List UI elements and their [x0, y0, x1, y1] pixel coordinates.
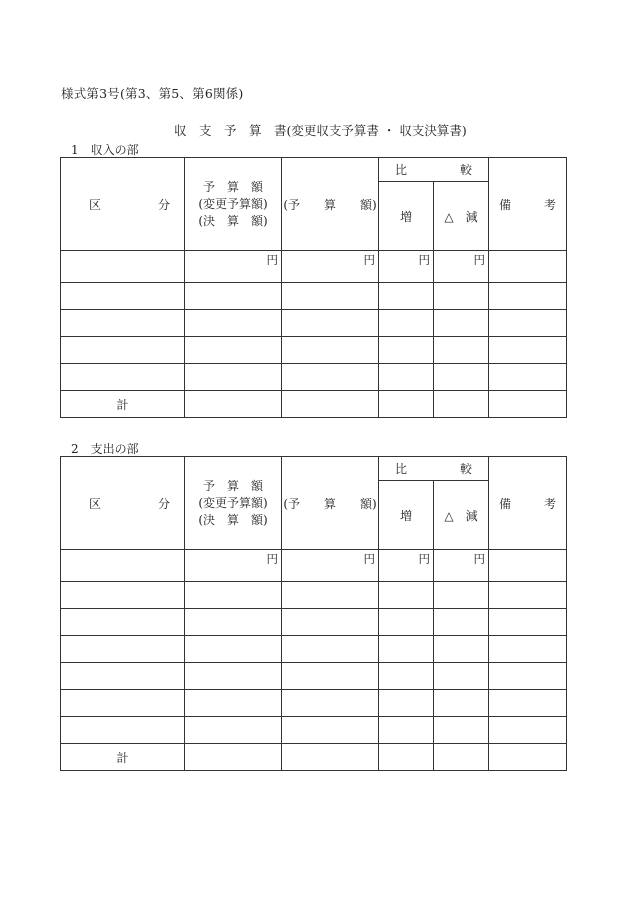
- cell-yosan[interactable]: [185, 364, 282, 391]
- cell-kubun[interactable]: [61, 636, 185, 663]
- cell-zo[interactable]: [379, 391, 434, 418]
- cell-yosan[interactable]: [185, 283, 282, 310]
- yen-unit: 円: [185, 550, 282, 582]
- table-row: [61, 364, 567, 391]
- cell-paren-yosan[interactable]: [282, 690, 379, 717]
- cell-biko[interactable]: [489, 744, 567, 771]
- cell-zo[interactable]: [379, 636, 434, 663]
- income-section-title: 1 収入の部: [71, 143, 139, 157]
- table-row: [61, 663, 567, 690]
- header-kubun: 区 分: [61, 158, 185, 251]
- header-paren-yosan: (予 算 額): [282, 457, 379, 550]
- cell-biko[interactable]: [489, 251, 567, 283]
- cell-paren-yosan[interactable]: [282, 663, 379, 690]
- cell-biko[interactable]: [489, 310, 567, 337]
- cell-kubun[interactable]: [61, 663, 185, 690]
- header-biko: 備 考: [489, 158, 567, 251]
- form-number-label: 様式第3号(第3、第5、第6関係): [61, 86, 244, 101]
- total-label: 計: [61, 744, 185, 771]
- cell-paren-yosan[interactable]: [282, 609, 379, 636]
- cell-yosan[interactable]: [185, 663, 282, 690]
- header-hikaku: 比 較: [379, 457, 489, 481]
- header-gen: △ 減: [434, 481, 489, 550]
- cell-paren-yosan[interactable]: [282, 717, 379, 744]
- cell-biko[interactable]: [489, 717, 567, 744]
- cell-biko[interactable]: [489, 391, 567, 418]
- cell-gen[interactable]: [434, 690, 489, 717]
- cell-kubun[interactable]: [61, 364, 185, 391]
- cell-yosan[interactable]: [185, 582, 282, 609]
- table-row: [61, 283, 567, 310]
- yen-unit: 円: [379, 550, 434, 582]
- cell-biko[interactable]: [489, 690, 567, 717]
- cell-gen[interactable]: [434, 310, 489, 337]
- cell-yosan[interactable]: [185, 337, 282, 364]
- header-gen: △ 減: [434, 182, 489, 251]
- cell-kubun[interactable]: [61, 283, 185, 310]
- yen-unit: 円: [282, 251, 379, 283]
- cell-biko[interactable]: [489, 364, 567, 391]
- table-row: [61, 690, 567, 717]
- cell-kubun[interactable]: [61, 717, 185, 744]
- header-hikaku: 比 較: [379, 158, 489, 182]
- table-row: [61, 550, 567, 582]
- document-title: 収 支 予 算 書(変更収支予算書 ・ 収支決算書): [174, 123, 467, 138]
- header-kubun: 区 分: [61, 457, 185, 550]
- cell-yosan[interactable]: [185, 744, 282, 771]
- cell-yosan[interactable]: [185, 636, 282, 663]
- cell-yosan[interactable]: [185, 609, 282, 636]
- yen-unit: 円: [434, 550, 489, 582]
- header-yosan: 予 算 額 (変更予算額) (決 算 額): [185, 457, 282, 550]
- cell-biko[interactable]: [489, 337, 567, 364]
- table-row: [61, 717, 567, 744]
- cell-biko[interactable]: [489, 283, 567, 310]
- total-label: 計: [61, 391, 185, 418]
- cell-paren-yosan[interactable]: [282, 744, 379, 771]
- cell-yosan[interactable]: [185, 310, 282, 337]
- table-row: [61, 609, 567, 636]
- yen-unit: 円: [185, 251, 282, 283]
- table-row: [61, 251, 567, 283]
- cell-paren-yosan[interactable]: [282, 283, 379, 310]
- header-yosan: 予 算 額 (変更予算額) (決 算 額): [185, 158, 282, 251]
- yen-unit: 円: [282, 550, 379, 582]
- cell-zo[interactable]: [379, 582, 434, 609]
- cell-yosan[interactable]: [185, 690, 282, 717]
- cell-kubun[interactable]: [61, 609, 185, 636]
- cell-gen[interactable]: [434, 582, 489, 609]
- cell-gen[interactable]: [434, 717, 489, 744]
- cell-gen[interactable]: [434, 744, 489, 771]
- cell-zo[interactable]: [379, 744, 434, 771]
- total-row: [61, 391, 567, 418]
- cell-gen[interactable]: [434, 609, 489, 636]
- cell-biko[interactable]: [489, 550, 567, 582]
- cell-gen[interactable]: [434, 391, 489, 418]
- yen-unit: 円: [434, 251, 489, 283]
- cell-kubun[interactable]: [61, 310, 185, 337]
- cell-kubun[interactable]: [61, 251, 185, 283]
- cell-kubun[interactable]: [61, 582, 185, 609]
- total-row: [61, 744, 567, 771]
- cell-gen[interactable]: [434, 636, 489, 663]
- cell-zo[interactable]: [379, 310, 434, 337]
- cell-paren-yosan[interactable]: [282, 337, 379, 364]
- expense-section-title: 2 支出の部: [71, 442, 139, 456]
- header-biko: 備 考: [489, 457, 567, 550]
- header-zo: 増: [379, 481, 434, 550]
- cell-paren-yosan[interactable]: [282, 636, 379, 663]
- cell-paren-yosan[interactable]: [282, 582, 379, 609]
- cell-yosan[interactable]: [185, 717, 282, 744]
- cell-gen[interactable]: [434, 663, 489, 690]
- cell-zo[interactable]: [379, 717, 434, 744]
- cell-biko[interactable]: [489, 636, 567, 663]
- cell-biko[interactable]: [489, 582, 567, 609]
- cell-kubun[interactable]: [61, 690, 185, 717]
- cell-paren-yosan[interactable]: [282, 364, 379, 391]
- cell-yosan[interactable]: [185, 391, 282, 418]
- cell-kubun[interactable]: [61, 337, 185, 364]
- table-header-row: [61, 457, 567, 481]
- cell-zo[interactable]: [379, 663, 434, 690]
- table-row: [61, 310, 567, 337]
- table-header-row: [61, 158, 567, 182]
- table-row: [61, 636, 567, 663]
- income-table: [60, 157, 567, 418]
- cell-paren-yosan[interactable]: [282, 310, 379, 337]
- yen-unit: 円: [379, 251, 434, 283]
- cell-zo[interactable]: [379, 364, 434, 391]
- header-zo: 増: [379, 182, 434, 251]
- cell-paren-yosan[interactable]: [282, 391, 379, 418]
- cell-zo[interactable]: [379, 337, 434, 364]
- cell-kubun[interactable]: [61, 550, 185, 582]
- cell-gen[interactable]: [434, 283, 489, 310]
- cell-gen[interactable]: [434, 337, 489, 364]
- cell-biko[interactable]: [489, 663, 567, 690]
- cell-zo[interactable]: [379, 609, 434, 636]
- expense-table: [60, 456, 567, 771]
- table-row: [61, 337, 567, 364]
- cell-gen[interactable]: [434, 364, 489, 391]
- cell-zo[interactable]: [379, 690, 434, 717]
- table-row: [61, 582, 567, 609]
- cell-zo[interactable]: [379, 283, 434, 310]
- header-paren-yosan: (予 算 額): [282, 158, 379, 251]
- cell-biko[interactable]: [489, 609, 567, 636]
